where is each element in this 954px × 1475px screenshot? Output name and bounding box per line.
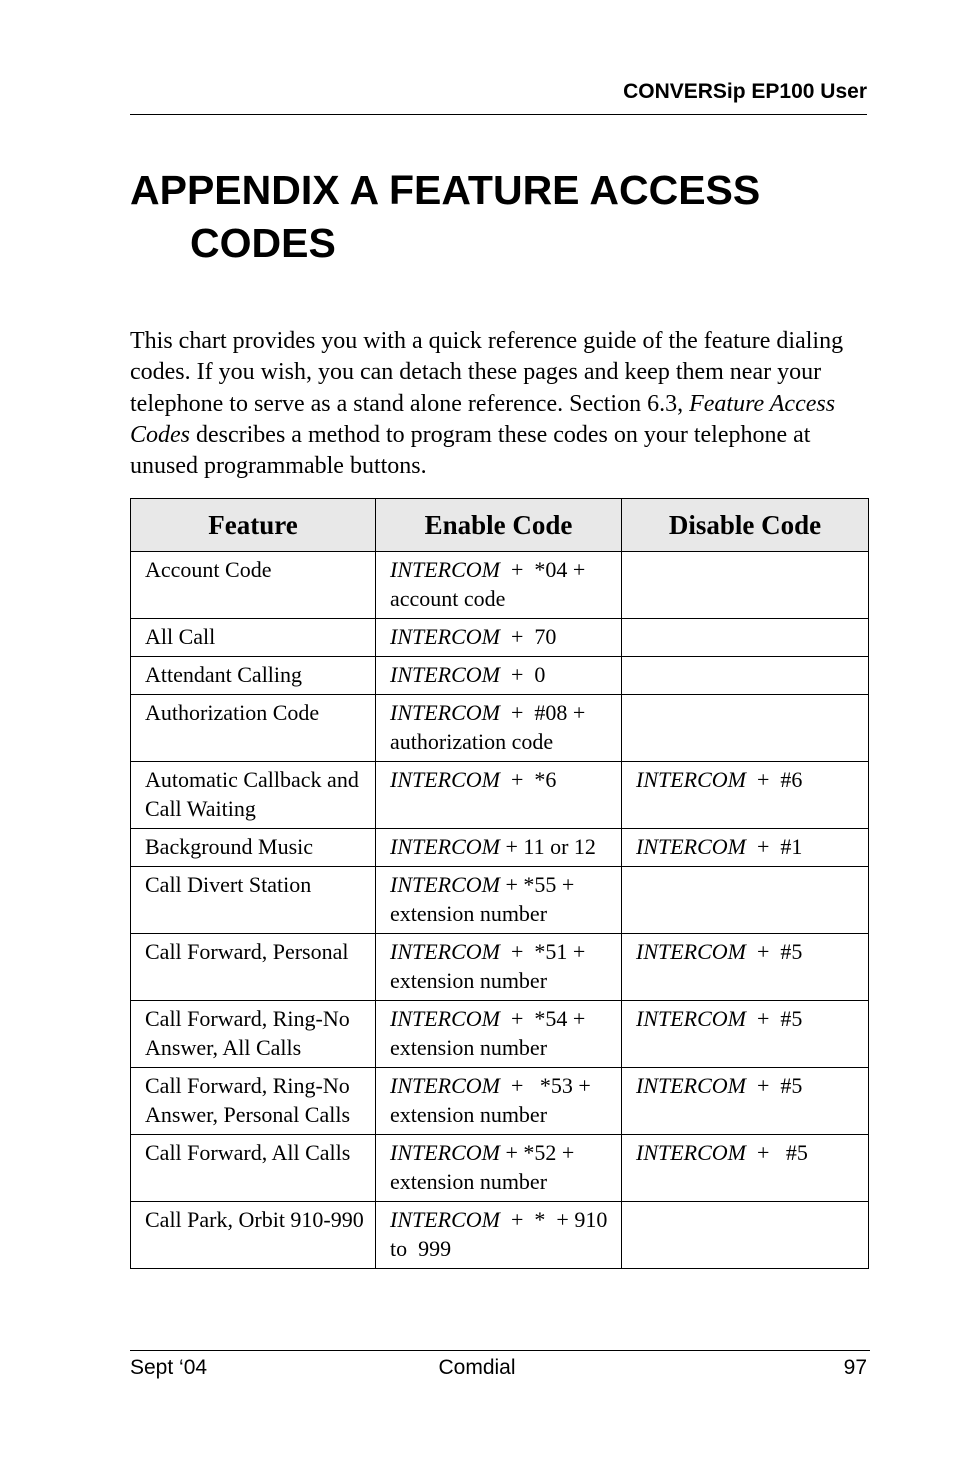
table-row — [131, 762, 869, 829]
feature-codes-table — [130, 498, 869, 1269]
disable-code-value: + #1 — [746, 834, 803, 859]
enable-code-cell — [376, 1202, 622, 1269]
feature-cell: Call Forward, Ring-No Answer, Personal Calls — [131, 1068, 376, 1135]
disable-code-value: + #5 — [746, 1140, 808, 1165]
enable-code-value: + #08 + authorization code — [390, 700, 591, 754]
disable-code-cell — [622, 657, 869, 695]
table-row — [131, 619, 869, 657]
disable-code-cell — [622, 619, 869, 657]
table-body — [131, 552, 869, 1269]
table-header-row — [131, 499, 869, 552]
enable-code-value: + *52 + extension number — [390, 1140, 580, 1194]
enable-code-value: + * + 910 to 999 — [390, 1207, 619, 1261]
feature-cell: Background Music — [131, 829, 376, 867]
disable-code-keyword: INTERCOM — [636, 939, 746, 964]
enable-code-cell — [376, 1001, 622, 1068]
enable-code-cell — [376, 867, 622, 934]
footer-divider — [130, 1350, 870, 1351]
enable-code-keyword: INTERCOM — [390, 1207, 500, 1232]
enable-code-cell — [376, 619, 622, 657]
enable-code-value: + 70 — [500, 624, 557, 649]
enable-code-value: + 11 or 12 — [500, 834, 596, 859]
disable-code-cell — [622, 1068, 869, 1135]
disable-code-keyword: INTERCOM — [636, 834, 746, 859]
enable-code-value: + *55 + extension number — [390, 872, 580, 926]
table-row — [131, 1068, 869, 1135]
enable-code-keyword: INTERCOM — [390, 662, 500, 687]
enable-code-keyword: INTERCOM — [390, 767, 500, 792]
table-row — [131, 1202, 869, 1269]
enable-code-keyword: INTERCOM — [390, 557, 500, 582]
table-row — [131, 552, 869, 619]
table-row — [131, 934, 869, 1001]
enable-code-value: + *53 + extension number — [390, 1073, 597, 1127]
disable-code-value: + #5 — [746, 1006, 803, 1031]
intro-italic-ref: Feature Access Codes — [130, 390, 836, 448]
enable-code-keyword: INTERCOM — [390, 1140, 500, 1165]
disable-code-value: + #6 — [746, 767, 803, 792]
table-row — [131, 867, 869, 934]
enable-code-keyword: INTERCOM — [390, 624, 500, 649]
column-header-feature: Feature — [131, 499, 376, 552]
disable-code-cell — [622, 552, 869, 619]
column-header-enable-code: Enable Code — [376, 499, 622, 552]
disable-code-value: + #5 — [746, 1073, 803, 1098]
feature-cell: Call Divert Station — [131, 867, 376, 934]
enable-code-value: + *54 + extension number — [390, 1006, 591, 1060]
feature-cell: Automatic Callback and Call Waiting — [131, 762, 376, 829]
disable-code-keyword: INTERCOM — [636, 1006, 746, 1031]
table-row — [131, 657, 869, 695]
enable-code-cell — [376, 695, 622, 762]
page-title — [130, 164, 867, 270]
page-title-line-2: CODES — [190, 220, 336, 266]
table-row — [131, 695, 869, 762]
disable-code-cell — [622, 934, 869, 1001]
disable-code-cell — [622, 762, 869, 829]
footer-date: Sept ‘04 — [130, 1356, 208, 1379]
disable-code-keyword: INTERCOM — [636, 1140, 746, 1165]
enable-code-keyword: INTERCOM — [390, 872, 500, 897]
enable-code-keyword: INTERCOM — [390, 700, 500, 725]
disable-code-value: + #5 — [746, 939, 803, 964]
enable-code-keyword: INTERCOM — [390, 834, 500, 859]
disable-code-cell — [622, 1202, 869, 1269]
table-row — [131, 1135, 869, 1202]
enable-code-cell — [376, 1068, 622, 1135]
enable-code-value: + *51 + extension number — [390, 939, 591, 993]
enable-code-value: + *04 + account code — [390, 557, 591, 611]
enable-code-cell — [376, 829, 622, 867]
column-header-disable-code: Disable Code — [622, 499, 869, 552]
enable-code-value: + *6 — [500, 767, 557, 792]
enable-code-cell — [376, 657, 622, 695]
enable-code-cell — [376, 934, 622, 1001]
feature-cell: Call Park, Orbit 910-990 — [131, 1202, 376, 1269]
disable-code-keyword: INTERCOM — [636, 1073, 746, 1098]
intro-paragraph — [130, 326, 870, 482]
disable-code-cell — [622, 1001, 869, 1068]
table-row — [131, 829, 869, 867]
footer-company: Comdial — [438, 1356, 516, 1379]
disable-code-keyword: INTERCOM — [636, 767, 746, 792]
header-divider — [130, 114, 867, 115]
enable-code-cell — [376, 1135, 622, 1202]
feature-cell: Attendant Calling — [131, 657, 376, 695]
disable-code-cell — [622, 867, 869, 934]
disable-code-cell — [622, 1135, 869, 1202]
enable-code-value: + 0 — [500, 662, 546, 687]
enable-code-cell — [376, 552, 622, 619]
feature-cell: Account Code — [131, 552, 376, 619]
intro-text-1: This chart provides you with a quick reference guide of the feature dialing codes. If you wish, you can detach these pages and keep them near your telephone to serve as a stand alone reference. Section 6.3, — [130, 328, 844, 417]
enable-code-keyword: INTERCOM — [390, 1006, 500, 1031]
enable-code-keyword: INTERCOM — [390, 1073, 500, 1098]
feature-cell: Call Forward, Ring-No Answer, All Calls — [131, 1001, 376, 1068]
table-row — [131, 1001, 869, 1068]
feature-cell: All Call — [131, 619, 376, 657]
intro-text-2: describes a method to program these codes on your telephone at unused programmable buttons. — [130, 421, 811, 480]
page-title-line-1: APPENDIX A FEATURE ACCESS — [130, 167, 761, 213]
disable-code-cell — [622, 695, 869, 762]
feature-cell: Authorization Code — [131, 695, 376, 762]
running-header: CONVERSip EP100 User — [623, 80, 867, 103]
enable-code-cell — [376, 762, 622, 829]
page-number: 97 — [843, 1356, 867, 1379]
enable-code-keyword: INTERCOM — [390, 939, 500, 964]
feature-cell: Call Forward, Personal — [131, 934, 376, 1001]
feature-cell: Call Forward, All Calls — [131, 1135, 376, 1202]
disable-code-cell — [622, 829, 869, 867]
